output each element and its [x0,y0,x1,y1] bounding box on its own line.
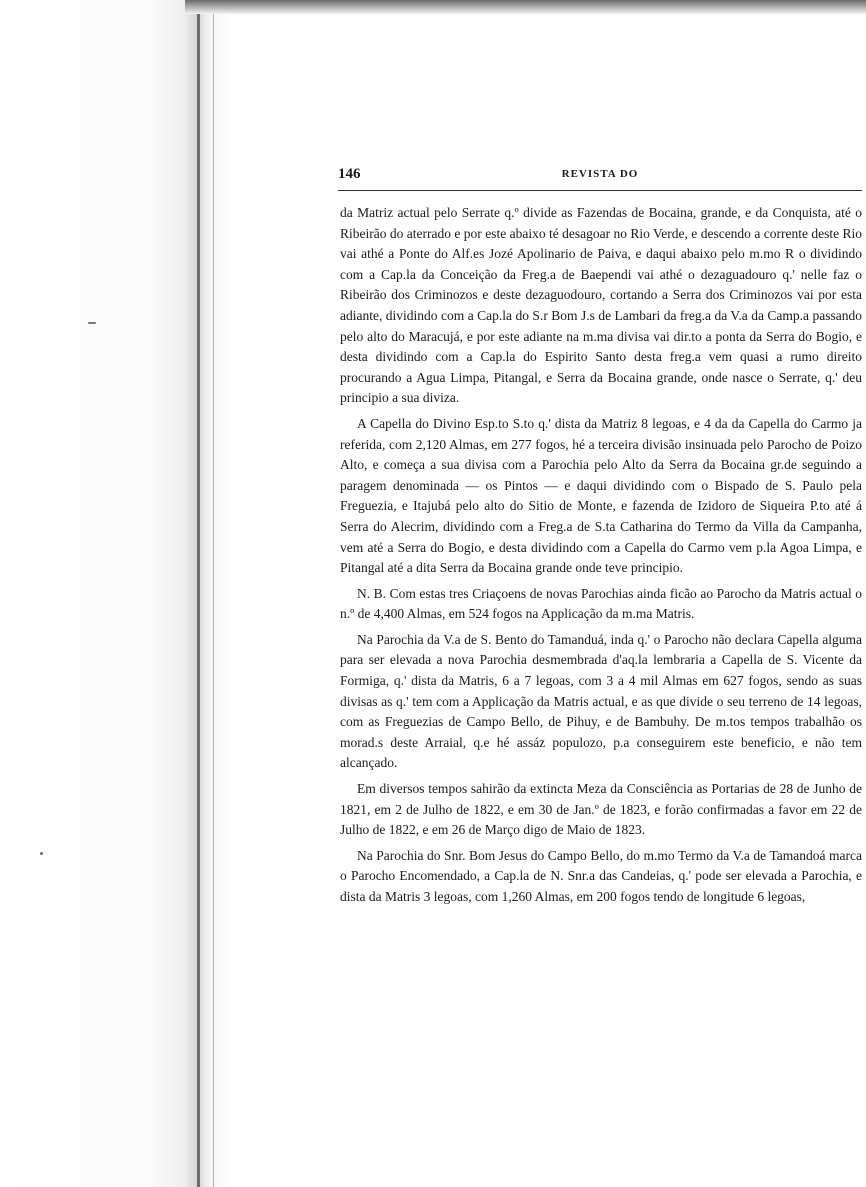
scan-speck [40,852,43,855]
paragraph: da Matriz actual pelo Serrate q.º divide as Fazendas de Bocaina, grande, e da Conquista, até o Ribeirão do aterrado e por este abaixo té desagoar no Rio Verde, e descendo a corrente deste Rio vai athé a Ponte do Alf.es Jozé Apolinario de Paiva, e daqui abaixo pelo m.mo R o dividindo com a Cap.la da Conceição da Freg.a de Baependi vai athé o dezaguadouro q.' nelle faz o Ribeirão dos Criminozos e deste dezaguodouro, cortando a Serra dos Criminozos vai por esta adiante, dividindo com a Cap.la do S.r Bom J.s de Lambari da freg.a da V.a da Camp.a passando pelo alto do Maracujá, e por este adiante na m.ma divisa vai dir.to a ponta da Serra do Bogio, e desta dividindo com a Cap.la do Espirito Santo desta freg.a vem quasi a rumo direito procurando a Agua Limpa, Pitangal, e Serra da Bocaina grande, onde nasce o Serrate, q.' deu principio a sua diviza. [340,205,862,406]
page-number: 146 [338,166,361,182]
scan-top-edge [185,0,866,14]
paragraph: A Capella do Divino Esp.to S.to q.' dista da Matriz 8 legoas, e 4 da da Capella do Carmo ja referida, com 2,120 Almas, em 277 fogos, hé a terceira divisão insinuada pelo Parocho de Poizo Alto, e começa a sua divisa com a Parochia pelo Alto da Serra da Bocaina gr.de seguindo a paragem denominada — os Pintos — e daqui dividindo com o Bispado de S. Paulo pela Freguezia, e Itajubá pelo alto do Sitio de Monte, e fazenda de Izidoro de Siqueira P.to até á Serra do Alecrim, dividindo com a Freg.a de S.ta Catharina do Termo da Villa da Campanha, vem até a Serra do Bogio, e desta dividindo com a Capella do Carmo vem p.la Agoa Limpa, e Pitangal até a dita Serra da Bocaina grande onde teve principio. [340,415,862,576]
page-edge-line [213,0,214,1187]
paragraph: Na Parochia do Snr. Bom Jesus do Campo Bello, do m.mo Termo da V.a de Tamandoá marca o Parocho Encomendado, a Cap.la de N. Snr.a das Candeias, q.' pode ser elevada a Parochia, e dista da Matris 3 legoas, com 1,260 Almas, em 200 fogos tendo de longitude 6 legoas, [340,847,862,904]
scan-speck [88,322,96,324]
body-text [340,203,862,913]
paragraph: Na Parochia da V.a de S. Bento do Tamanduá, inda q.' o Parocho não declara Capella alguma para ser elevada a nova Parochia desmembrada d'aq.la lembraria a Capella de S. Vicente da Formiga, q.' dista da Matris, 6 a 7 legoas, com 3 a 4 mil Almas em 627 fogos, sendo as suas divisas as q.' tem com a Applicação da Matris actual, e as que divide o seu terreno de 14 legoas, com as Freguezias de Campo Bello, de Pihuy, e de Bambuhy. De m.tos tempos trabalhão os morad.s deste Arraial, q.e hé assáz populozo, p.a conseguirem este beneficio, e não tem alcançado. [340,631,862,771]
running-head: REVISTA DO [561,168,639,180]
page-header [338,166,862,191]
paragraph: N. B. Com estas tres Criaçoens de novas Parochias ainda ficão ao Parocho da Matris actual o n.º de 4,400 Almas, em 524 fogos na Applicação da m.ma Matris. [340,585,862,622]
book-spine-shadow [197,0,200,1187]
paragraph: Em diversos tempos sahirão da extincta Meza da Consciência as Portarias de 28 de Junho de 1821, em 2 de Julho de 1822, e em 30 de Jan.º de 1823, e forão confirmadas a favor em 22 de Julho de 1822, e em 26 de Março digo de Maio de 1823. [340,781,862,838]
